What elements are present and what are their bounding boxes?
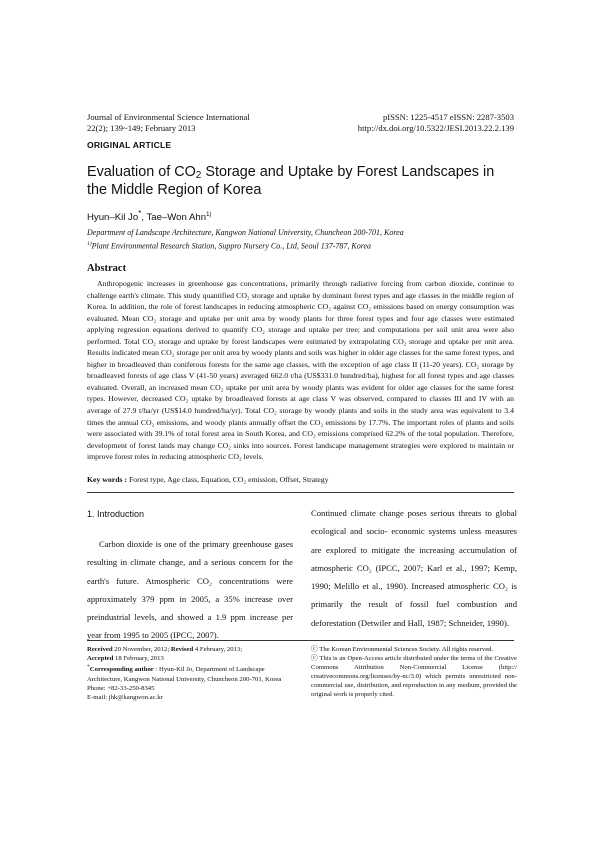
journal-header-right bbox=[358, 112, 514, 134]
copyright: ⓒ The Korean Environmental Sciences Society. All rights reserved. bbox=[311, 646, 494, 653]
intro-left-column: Carbon dioxide is one of the primary greenhouse gases resulting in climate change, and a serious concern for the earth's future. Atmospheric CO₂ concentrations were approximately 379 ppm in 2005, a 35% increase over preindustrial levels, and showed a 1.9 ppm increase per year from 1995 to 2005 (IPCC, 2007). bbox=[87, 539, 293, 641]
title-part1: Evaluation of CO bbox=[87, 164, 196, 180]
revised-label: Revised bbox=[170, 646, 194, 653]
journal-header-left bbox=[87, 112, 250, 134]
keywords-label: Key words : bbox=[87, 475, 129, 484]
affiliation-2-mark: 1) bbox=[87, 240, 92, 247]
open-access-license: ⓒ This is an Open-Access article distributed under the terms of the Creative Commons Attribution Non-Commercial License (http:// creativecommons.org/licenses/by-nc/3.0) which permits unrestricted non-commercial use, distribution, and reproduction in any medium, provided the original work is properly cited. bbox=[311, 655, 517, 699]
history-line-2 bbox=[87, 654, 297, 663]
abstract-text: Anthropogenic increases in greenhouse gas concentrations, primarily through radiative forcing from carbon dioxide, continue to challenge earth's climate. This study quantified CO₂ storage and uptake by dominant forest types and age classes in the middle region of Korea. In addition, the role of forest landscapes in reducing atmospheric CO₂ against CO₂ emissions based on energy consumption was evaluated. Mean CO₂ storage and uptake per unit area by woody plants for three forest types and four age classes were estimated applying regression equations derived to quantify CO₂ storage and uptake per tree; and computations per soil unit area were also performed. Total CO₂ storage and uptake by forest landscapes were estimated by extrapolating CO₂ storage and uptake per unit area. Results indicated mean CO₂ storage per unit area by woody plants and soils was higher in older age classes for the same forest types, and higher in broadleaved than coniferous forests for the same age classes, with the exception of age class II (11-20 years). CO₂ storage by broadleaved forests of age class V (41-50 years) averaged 662.0 t/ha (US$331.0 hundred/ha), highest for all forest types and age classes evaluated. Overall, an increased mean CO₂ uptake per unit area by woody plants was evident for older age classes for the same forest types. However, decreased CO₂ uptake by broadleaved forests at age class V was observed, compared to classes III and IV with an average of 27.9 t/ha/yr (US$14.0 hundred/ha/yr). Total CO₂ storage by woody plants and soils in the study area was equivalent to 3.4 times the annual CO₂ emissions, and woody plants annually offset the CO₂ emissions by 17.7%. The important roles of plants and soils were associated with 39.1% of total forest area in South Korea, and CO₂ emissions comprised 62.2% of the total population. Therefore, development of forest lands may change CO₂ sinks into sources. Forest landscape management strategies were explored to maintain or improve forest roles in reducing atmospheric CO₂ levels. bbox=[87, 279, 514, 462]
received-date: 20 November, 2012; bbox=[112, 646, 171, 653]
footnote-divider bbox=[87, 640, 514, 641]
journal-name: Journal of Environmental Science International bbox=[87, 112, 250, 122]
article-history bbox=[87, 645, 297, 702]
corresponding-label: Corresponding author bbox=[89, 666, 154, 674]
section-divider bbox=[87, 492, 514, 493]
corresponding-text: : Hyun-Kil Jo, Department of Landscape Architecture, Kangwon National University, Chuncheon 200-701, Korea bbox=[87, 666, 282, 683]
corresponding-mark: * bbox=[87, 664, 90, 671]
revised-date: 4 February, 2013; bbox=[193, 646, 243, 653]
accepted-label: Accepted bbox=[87, 655, 114, 663]
author-2-mark: 1) bbox=[206, 212, 212, 218]
journal-volume: 22(2); 139~149; February 2013 bbox=[87, 123, 196, 133]
issn: pISSN: 1225-4517 eISSN: 2287-3503 bbox=[382, 112, 514, 122]
accepted-date: 18 February, 2013 bbox=[113, 655, 164, 663]
phone: Phone: +82-33-250-8345 bbox=[87, 684, 155, 692]
author-1-mark: * bbox=[138, 209, 142, 218]
affiliation-1: Department of Landscape Architecture, Kangwon National University, Chuncheon 200-701, Korea bbox=[87, 228, 404, 237]
author-separator: , bbox=[141, 212, 147, 224]
keywords-text: Forest type, Age class, Equation, CO₂ emission, Offset, Strategy bbox=[128, 475, 329, 484]
article-title bbox=[87, 163, 517, 199]
intro-heading: 1. Introduction bbox=[87, 509, 145, 519]
received-label: Received bbox=[87, 646, 113, 653]
authors bbox=[87, 209, 211, 223]
title-part2: Storage and Uptake by Forest Landscapes in the Middle Region of Korea bbox=[87, 164, 495, 198]
author-1: Hyun–Kil Jo bbox=[87, 212, 139, 224]
abstract-heading: Abstract bbox=[87, 263, 127, 274]
history-line-1 bbox=[87, 645, 297, 654]
license-notice bbox=[311, 645, 517, 700]
intro-right-column: Continued climate change poses serious threats to global ecological and socio- economic systems unless measures are explored to mitigate the increasing accumulation of atmospheric CO₂ (IPCC, 2007; Karl et al., 1997; Kemp, 1990; Melillo et al., 1990). Increased atmospheric CO₂ is primarily the result of fossil fuel combustion and deforestation (Detwiler and Hall, 1987; Schneider, 1990). bbox=[311, 508, 517, 628]
email[interactable]: E-mail: jhk@kangwon.ac.kr bbox=[87, 693, 163, 701]
corresponding-author bbox=[87, 663, 297, 683]
keywords bbox=[87, 475, 514, 484]
affiliations bbox=[87, 227, 517, 252]
article-type: ORIGINAL ARTICLE bbox=[87, 140, 172, 150]
title-subscript: 2 bbox=[195, 170, 202, 181]
affiliation-2: Plant Environmental Research Station, Suppro Nursery Co., Ltd, Seoul 137-787, Korea bbox=[91, 241, 372, 251]
author-2: Tae–Won Ahn bbox=[146, 212, 207, 224]
doi-link[interactable]: http://dx.doi.org/10.5322/JESI.2013.22.2.139 bbox=[357, 123, 514, 133]
affiliation-2-row bbox=[87, 239, 517, 252]
